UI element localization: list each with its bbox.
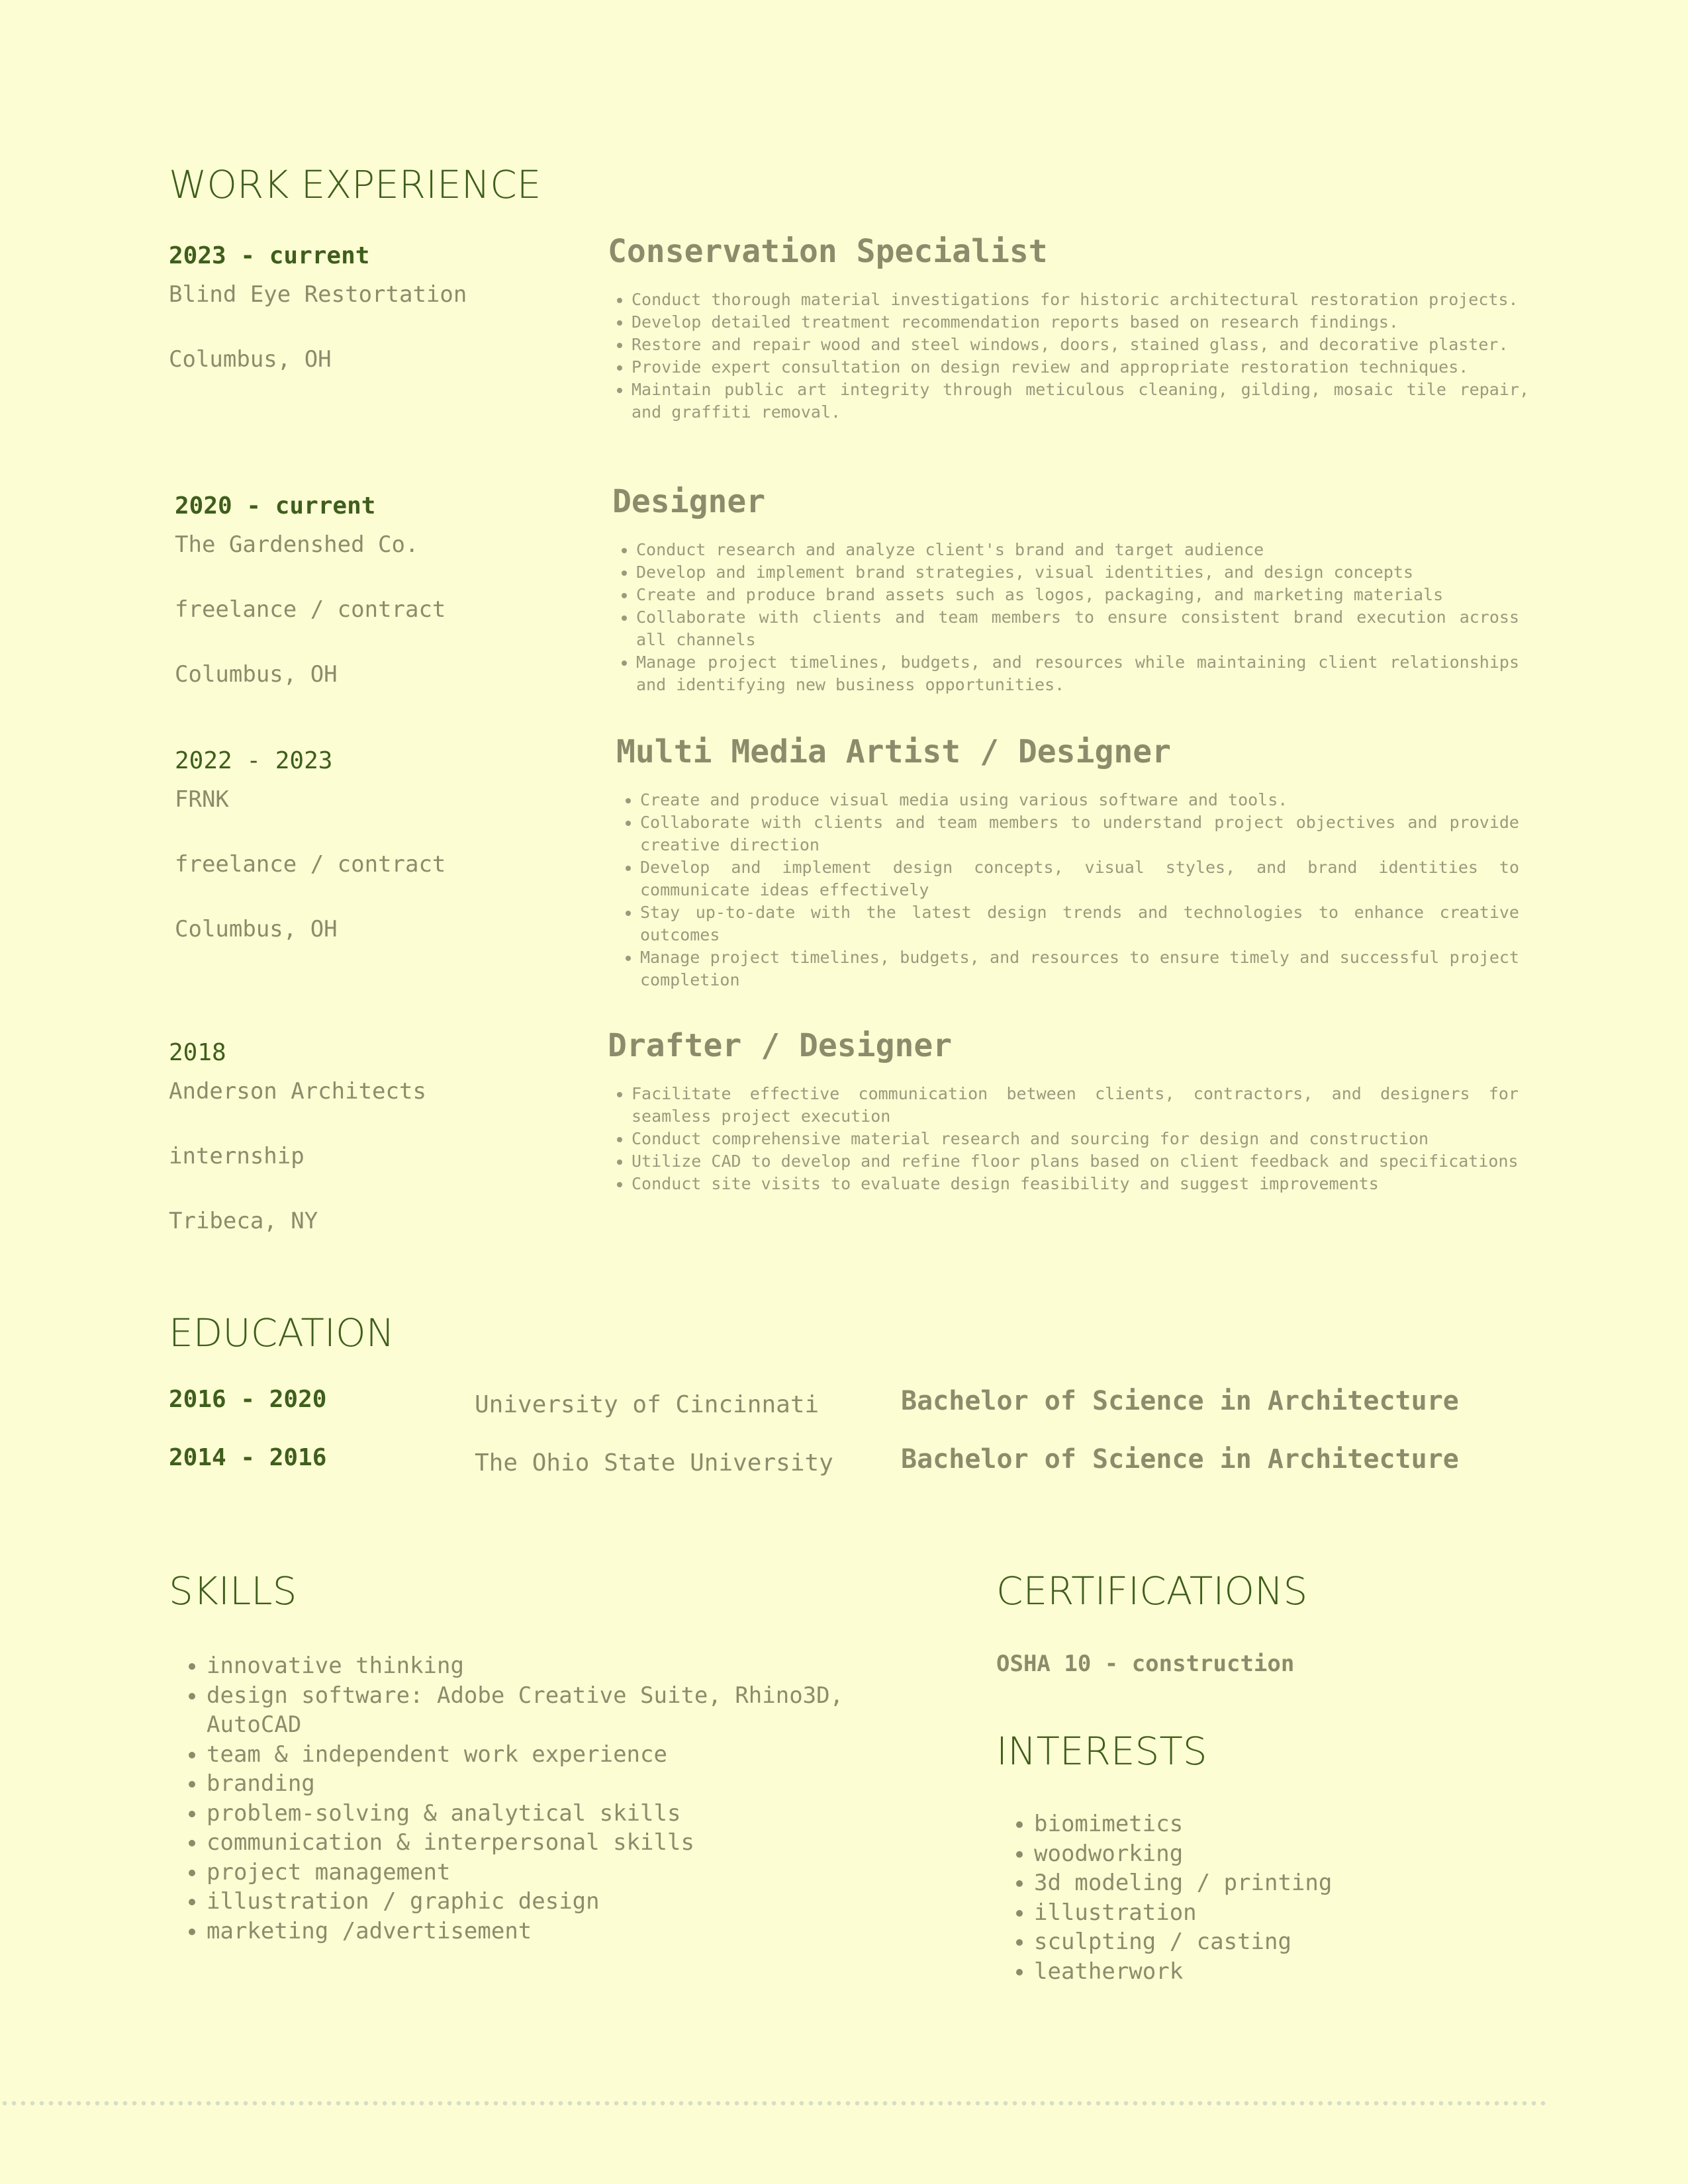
job-bullets <box>608 1083 1519 1195</box>
list-item: • Facilitate effective communication between clients, contractors, and designers for seamless project execution <box>632 1083 1519 1128</box>
education-date: 2014 - 2016 <box>169 1444 327 1471</box>
list-item: • biomimetics <box>1034 1809 1564 1839</box>
job-body <box>612 483 1519 696</box>
job-title: Designer <box>612 483 766 520</box>
job-bullets <box>612 539 1519 696</box>
job-body <box>616 733 1519 991</box>
list-item: • project management <box>207 1858 868 1888</box>
education-school: The Ohio State University <box>475 1449 833 1477</box>
list-item: • Manage project timelines, budgets, and resources to ensure timely and successful project completion <box>640 946 1519 991</box>
list-item: • Stay up-to-date with the latest design trends and technologies to enhance creative outcomes <box>640 901 1519 946</box>
list-item: • Develop detailed treatment recommendation reports based on research findings. <box>632 311 1529 334</box>
education-degree: Bachelor of Science in Architecture <box>901 1386 1459 1416</box>
list-item: • Provide expert consultation on design review and appropriate restoration techniques. <box>632 356 1529 379</box>
list-item: • Develop and implement brand strategies, visual identities, and design concepts <box>636 561 1519 584</box>
job-meta <box>169 242 579 411</box>
list-item: • Conduct comprehensive material research and sourcing for design and construction <box>632 1128 1519 1150</box>
job-type: freelance / contract <box>175 596 446 623</box>
list-item: • marketing /advertisement <box>207 1917 868 1946</box>
job-meta <box>175 492 585 726</box>
job-location: Columbus, OH <box>175 661 338 688</box>
list-item: • leatherwork <box>1034 1957 1564 1987</box>
list-item: • 3d modeling / printing <box>1034 1868 1564 1898</box>
list-item: • Maintain public art integrity through meticulous cleaning, gilding, mosaic tile repair, and graffiti removal. <box>632 379 1529 424</box>
list-item: • Conduct research and analyze client's brand and target audience <box>636 539 1519 561</box>
job-company: Blind Eye Restortation <box>169 281 467 308</box>
list-item: • Conduct site visits to evaluate design feasibility and suggest improvements <box>632 1173 1519 1195</box>
job-company: Anderson Architects <box>169 1078 426 1105</box>
list-item: • problem-solving & analytical skills <box>207 1799 868 1829</box>
job-meta <box>169 1039 579 1273</box>
job-title: Conservation Specialist <box>608 233 1048 270</box>
list-item: • innovative thinking <box>207 1651 868 1681</box>
job-type: internship <box>169 1143 305 1169</box>
skills-heading: SKILLS <box>169 1569 297 1614</box>
education-heading: EDUCATION <box>169 1310 395 1355</box>
job-location: Tribeca, NY <box>169 1208 318 1234</box>
list-item: • branding <box>207 1769 868 1799</box>
list-item: • illustration <box>1034 1898 1564 1928</box>
work-experience-heading: WORK EXPERIENCE <box>169 162 541 207</box>
list-item: • Restore and repair wood and steel windows, doors, stained glass, and decorative plaster. <box>632 334 1529 356</box>
list-item: • Collaborate with clients and team members to understand project objectives and provide creative direction <box>640 811 1519 856</box>
list-item: • Develop and implement design concepts, visual styles, and brand identities to communicate ideas effectively <box>640 856 1519 901</box>
job-date: 2018 <box>169 1039 226 1066</box>
job-date: 2020 - current <box>175 492 376 520</box>
job-company: The Gardenshed Co. <box>175 531 419 558</box>
job-title: Multi Media Artist / Designer <box>616 733 1172 770</box>
job-location: Columbus, OH <box>175 916 338 942</box>
list-item: • Manage project timelines, budgets, and resources while maintaining client relationships and identifying new business opportunities. <box>636 651 1519 696</box>
education-school: University of Cincinnati <box>475 1391 820 1418</box>
job-date: 2022 - 2023 <box>175 747 333 774</box>
list-item: • Create and produce brand assets such as logos, packaging, and marketing materials <box>636 584 1519 606</box>
list-item: • illustration / graphic design <box>207 1887 868 1917</box>
dotted-divider <box>0 2101 1546 2106</box>
job-body <box>608 233 1529 424</box>
list-item: • Collaborate with clients and team members to ensure consistent brand execution across all channels <box>636 606 1519 651</box>
job-company: FRNK <box>175 786 229 813</box>
list-item: • communication & interpersonal skills <box>207 1828 868 1858</box>
job-meta <box>175 747 585 981</box>
education-date: 2016 - 2020 <box>169 1386 327 1413</box>
list-item: • Utilize CAD to develop and refine floor plans based on client feedback and specifications <box>632 1150 1519 1173</box>
job-bullets <box>616 789 1519 991</box>
job-bullets <box>608 289 1529 424</box>
list-item: • woodworking <box>1034 1839 1564 1869</box>
education-row <box>169 1386 1493 1419</box>
list-item: • Create and produce visual media using various software and tools. <box>640 789 1519 811</box>
certification-item: OSHA 10 - construction <box>996 1651 1295 1677</box>
job-body <box>608 1027 1519 1195</box>
list-item: • sculpting / casting <box>1034 1927 1564 1957</box>
education-row <box>169 1444 1493 1477</box>
education-degree: Bachelor of Science in Architecture <box>901 1444 1459 1475</box>
job-location: Columbus, OH <box>169 346 332 373</box>
certifications-heading: CERTIFICATIONS <box>996 1569 1308 1614</box>
list-item: • design software: Adobe Creative Suite, Rhino3D, AutoCAD <box>207 1681 868 1740</box>
job-type: freelance / contract <box>175 851 446 878</box>
interests-heading: INTERESTS <box>996 1729 1207 1774</box>
job-title: Drafter / Designer <box>608 1027 953 1064</box>
skills-list <box>169 1651 868 1946</box>
job-date: 2023 - current <box>169 242 370 269</box>
list-item: • Conduct thorough material investigations for historic architectural restoration projects. <box>632 289 1529 311</box>
interests-list <box>997 1809 1564 1986</box>
list-item: • team & independent work experience <box>207 1740 868 1770</box>
